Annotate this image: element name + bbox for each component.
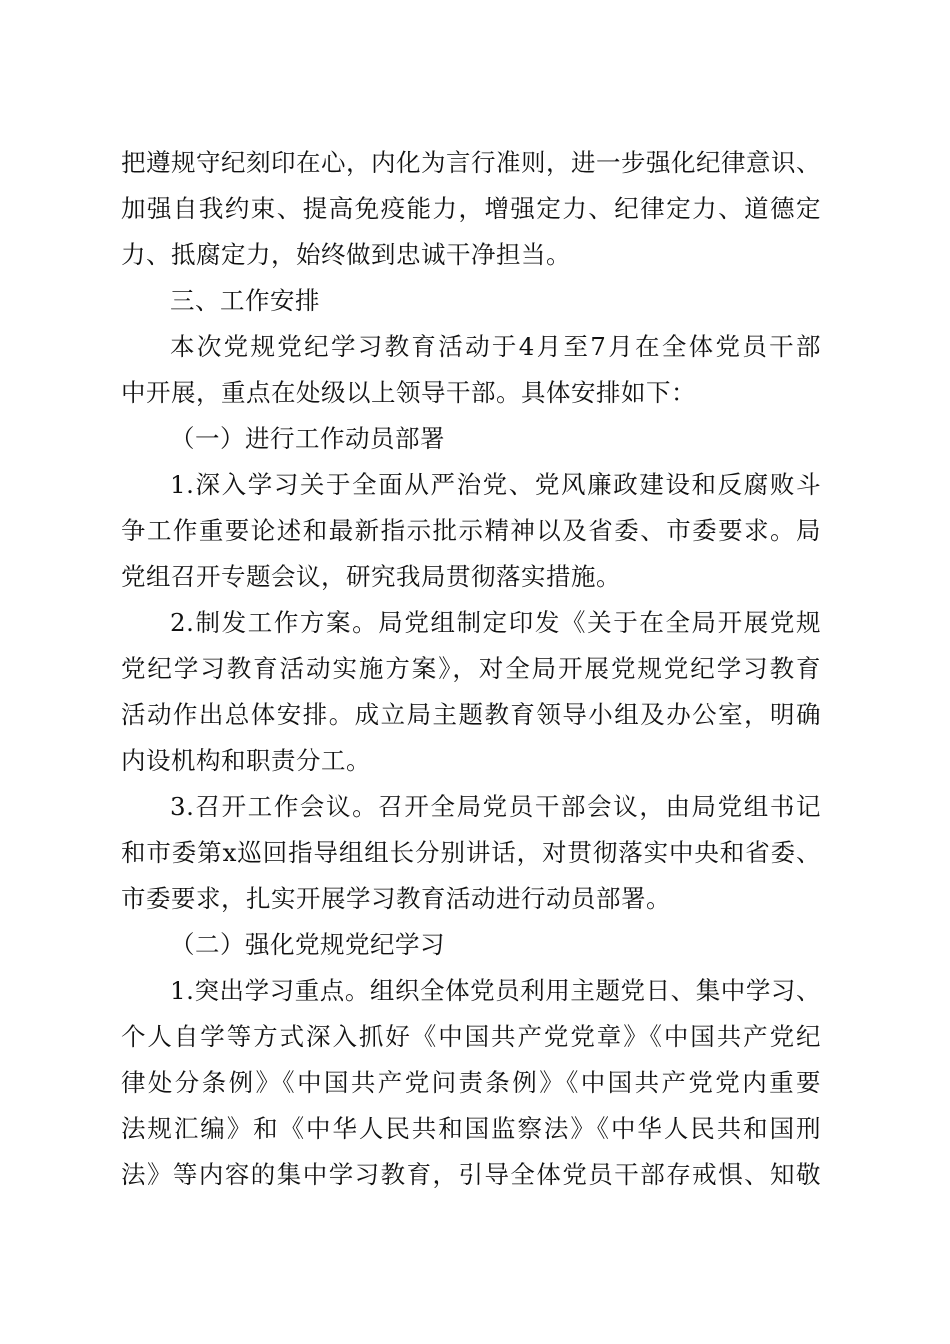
paragraph-line: 3.召开工作会议。召开全局党员干部会议，由局党组书记 — [170, 792, 821, 821]
paragraph-line: 1.突出学习重点。组织全体党员利用主题党日、集中学习、 — [170, 976, 821, 1005]
paragraph-line: 党纪学习教育活动实施方案》，对全局开展党规党纪学习教育 — [121, 654, 821, 683]
paragraph-line: 力、抵腐定力，始终做到忠诚干净担当。 — [121, 240, 571, 269]
paragraph-line: 党组召开专题会议，研究我局贯彻落实措施。 — [121, 562, 621, 591]
paragraph-line: 个人自学等方式深入抓好《中国共产党党章》《中国共产党纪 — [121, 1022, 821, 1051]
paragraph-line: 1.深入学习关于全面从严治党、党风廉政建设和反腐败斗 — [170, 470, 821, 499]
paragraph-line: 争工作重要论述和最新指示批示精神以及省委、市委要求。局 — [121, 516, 821, 545]
paragraph-line: 活动作出总体安排。成立局主题教育领导小组及办公室，明确 — [121, 700, 821, 729]
document-body — [121, 140, 821, 1198]
paragraph-line: 律处分条例》《中国共产党问责条例》《中国共产党党内重要 — [121, 1068, 821, 1097]
paragraph-line: 把遵规守纪刻印在心，内化为言行准则，进一步强化纪律意识、 — [121, 148, 821, 177]
subsection-heading: （一）进行工作动员部署 — [170, 424, 445, 453]
paragraph-line: 市委要求，扎实开展学习教育活动进行动员部署。 — [121, 884, 671, 913]
paragraph-line: 中开展，重点在处级以上领导干部。具体安排如下： — [121, 378, 696, 407]
paragraph-line: 内设机构和职责分工。 — [121, 746, 371, 775]
subsection-heading: （二）强化党规党纪学习 — [170, 930, 445, 959]
paragraph-line: 本次党规党纪学习教育活动于4月至7月在全体党员干部 — [170, 332, 821, 361]
paragraph-line: 和市委第x巡回指导组组长分别讲话，对贯彻落实中央和省委、 — [121, 838, 821, 867]
paragraph-line: 法》等内容的集中学习教育，引导全体党员干部存戒惧、知敬 — [121, 1160, 821, 1189]
section-heading: 三、工作安排 — [170, 286, 320, 315]
paragraph-line: 加强自我约束、提高免疫能力，增强定力、纪律定力、道德定 — [121, 194, 821, 223]
paragraph-line: 2.制发工作方案。局党组制定印发《关于在全局开展党规 — [170, 608, 821, 637]
paragraph-line: 法规汇编》和《中华人民共和国监察法》《中华人民共和国刑 — [121, 1114, 821, 1143]
